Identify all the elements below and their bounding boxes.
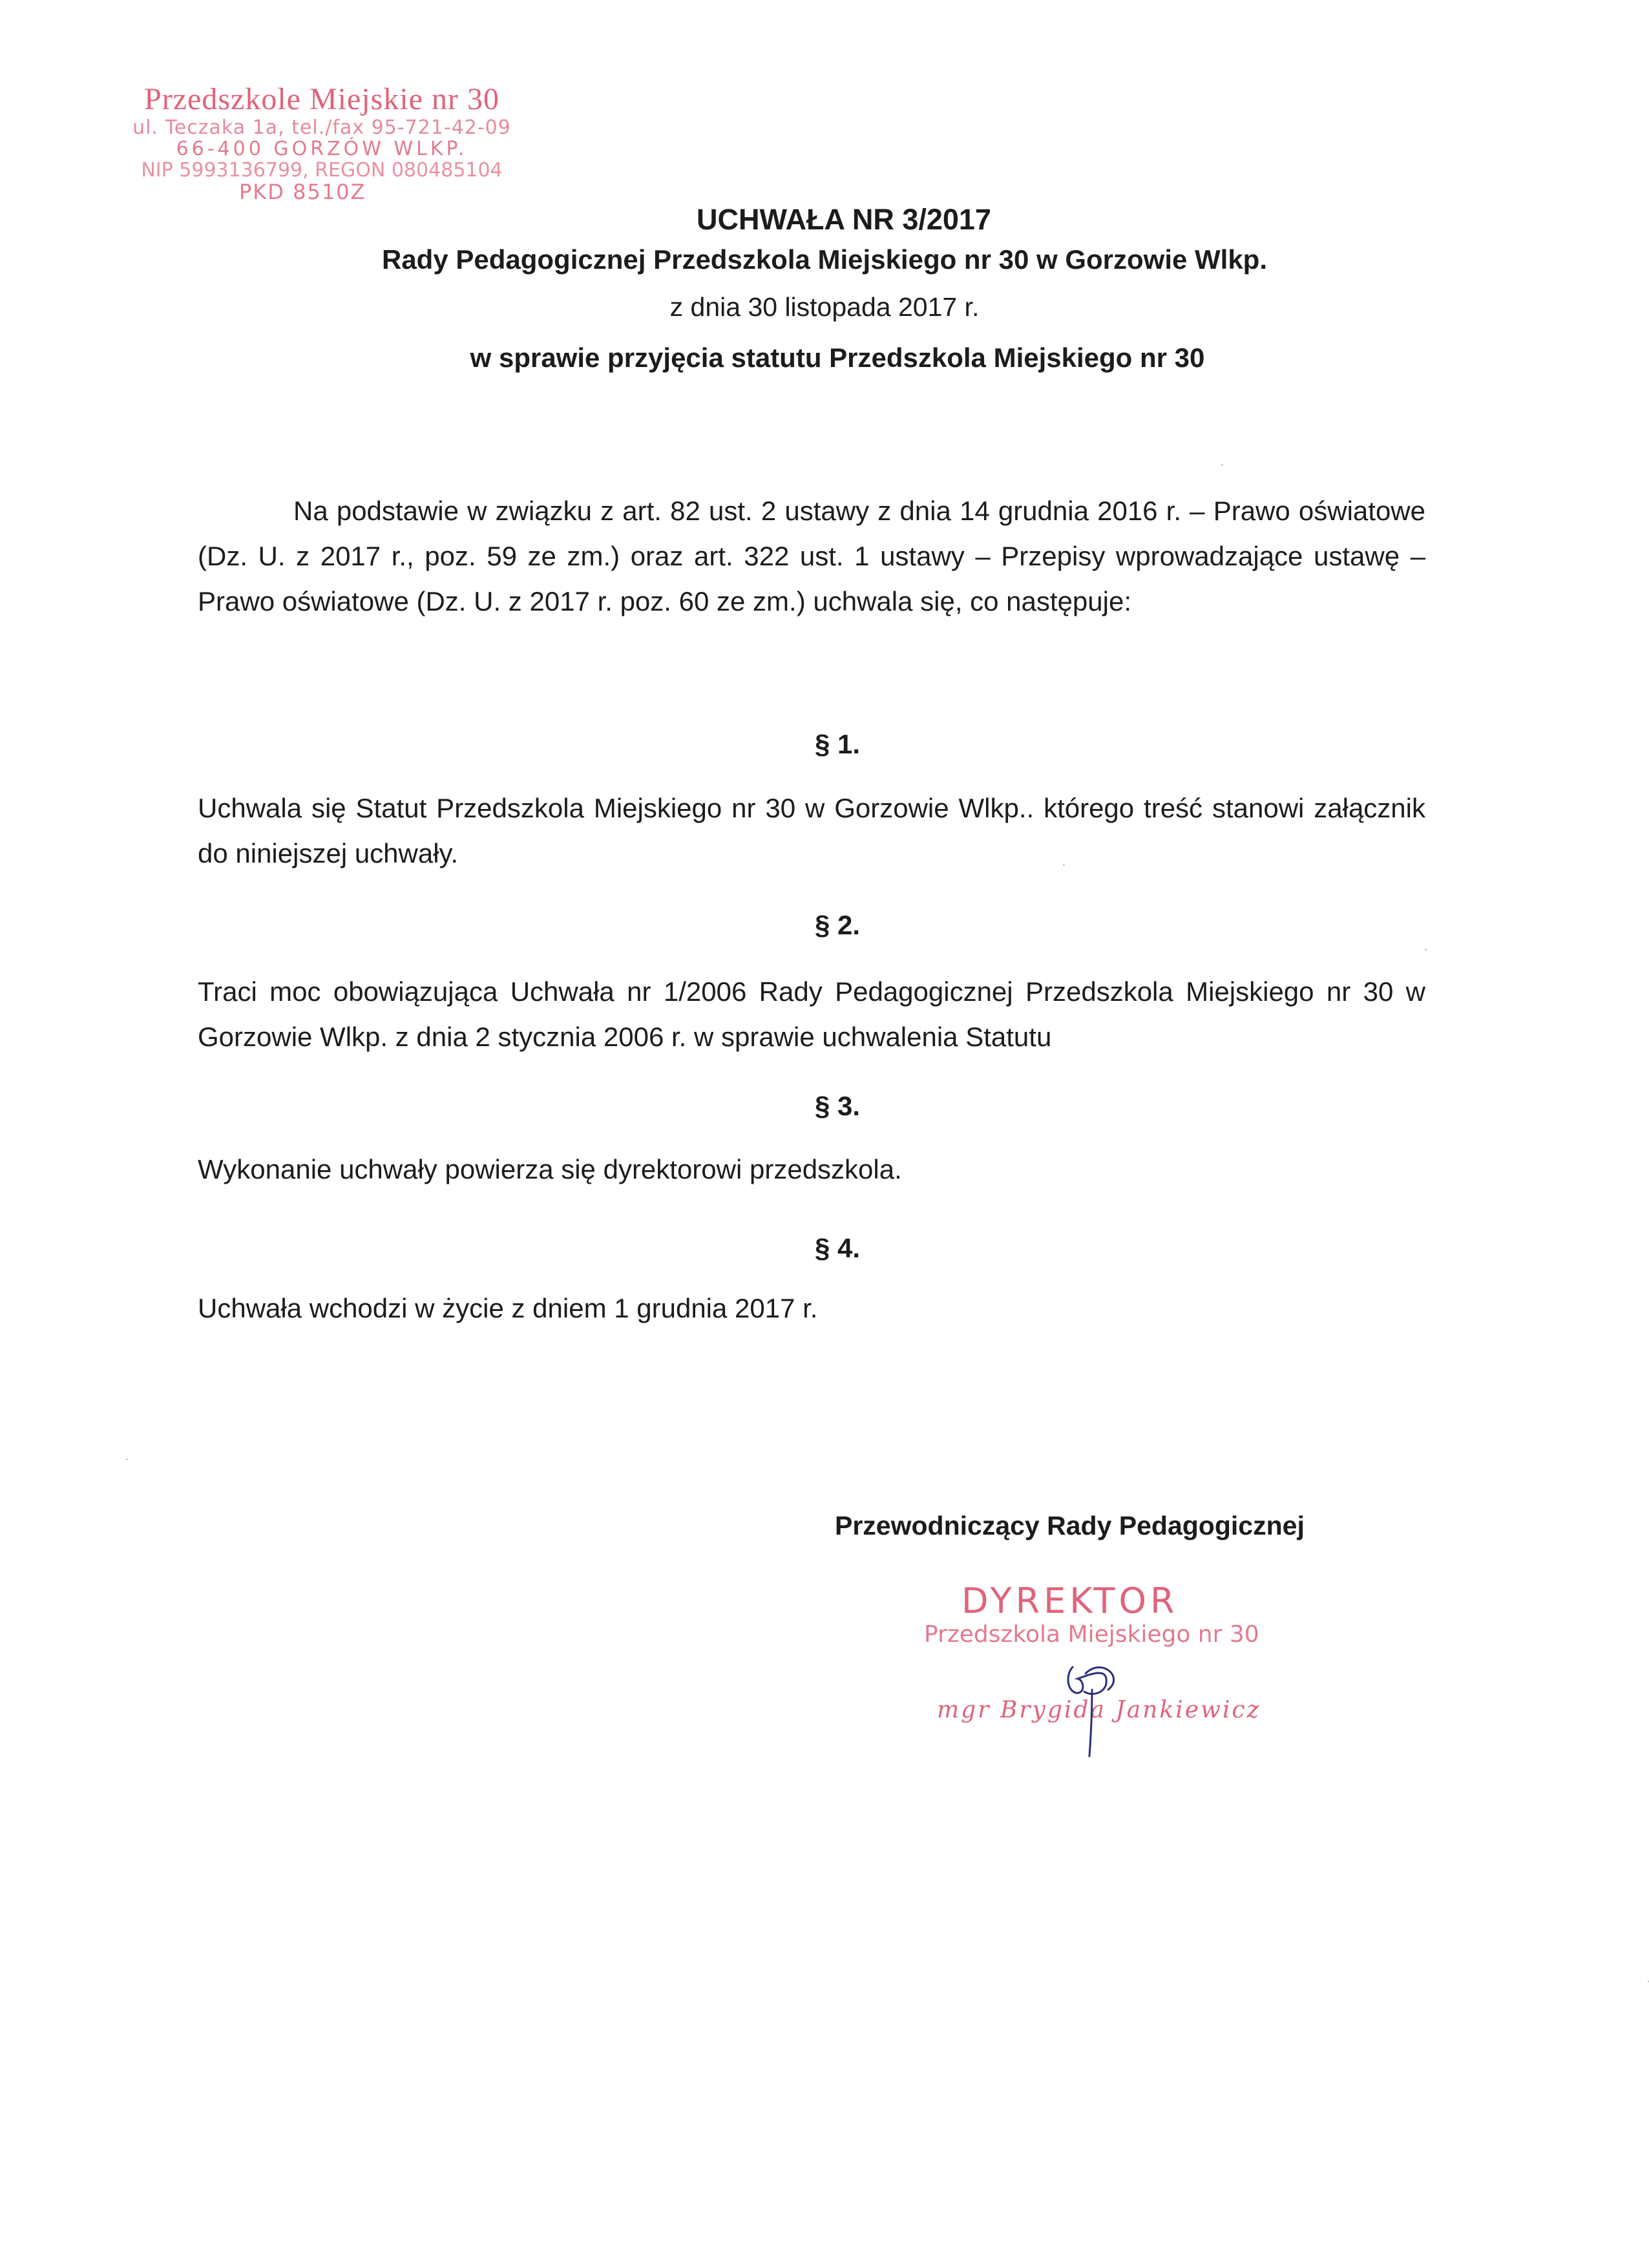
section-heading: § 1. [814,729,861,759]
scan-speck [1221,464,1223,466]
section-text: Uchwala się Statut Przedszkola Miejskiego nr 30 w Gorzowie Wlkp.. którego treść stanowi załącznik do niniejszej uchwały. [198,793,1425,868]
director-stamp-title: DYREKTOR [961,1580,1179,1621]
section-text: Traci moc obowiązująca Uchwała nr 1/2006 Rady Pedagogicznej Przedszkola Miejskiego nr 30 w Gorzowie Wlkp. z dnia 2 stycznia 2006 r. w sprawie uchwalenia Statutu [198,976,1425,1052]
handwritten-signature [1047,1654,1131,1758]
scan-speck [126,1458,128,1460]
document-title: UCHWAŁA NR 3/2017 [697,203,991,236]
director-stamp-name: mgr Brygida Jankiewicz [937,1697,1261,1723]
document-date: z dnia 30 listopada 2017 r. [669,292,980,322]
section-heading: § 4. [814,1233,861,1263]
document-subject: w sprawie przyjęcia statutu Przedszkola Miejskiego nr 30 [470,342,1205,373]
scan-speck [1063,864,1065,866]
section-heading: § 3. [814,1091,861,1121]
section-text: Uchwała wchodzi w życie z dniem 1 grudnia 2017 r. [198,1293,818,1323]
intro-paragraph: Na podstawie w związku z art. 82 ust. 2 ustawy z dnia 14 grudnia 2016 r. – Prawo oświatowe (Dz. U. z 2017 r., poz. 59 ze zm.) oraz art. 322 ust. 1 ustawy – Przepisy wprowadzające ustawę – Prawo oświatowe (Dz. U. z 2017 r. poz. 60 ze zm.) uchwala się, co następuje: [198,496,1425,616]
stamp-pkd: PKD 8510Z [239,179,366,204]
school-stamp [128,83,516,204]
director-stamp-school: Przedszkola Miejskiego nr 30 [924,1621,1259,1648]
stamp-tax-ids: NIP 5993136799, REGON 080485104 [141,158,503,182]
signature-title: Przewodniczący Rady Pedagogicznej [835,1511,1305,1540]
stamp-city: 66-400 GORZÓW WLKP. [176,137,468,160]
section-text: Wykonanie uchwały powierza się dyrektorowi przedszkola. [198,1154,902,1184]
document-subtitle: Rady Pedagogicznej Przedszkola Miejskiego nr 30 w Gorzowie Wlkp. [381,244,1268,275]
scan-speck [1425,949,1427,950]
stamp-address: ul. Teczaka 1a, tel./fax 95-721-42-09 [132,116,511,139]
section-heading: § 2. [814,910,861,940]
stamp-school-name: Przedszkole Miejskie nr 30 [144,82,499,116]
